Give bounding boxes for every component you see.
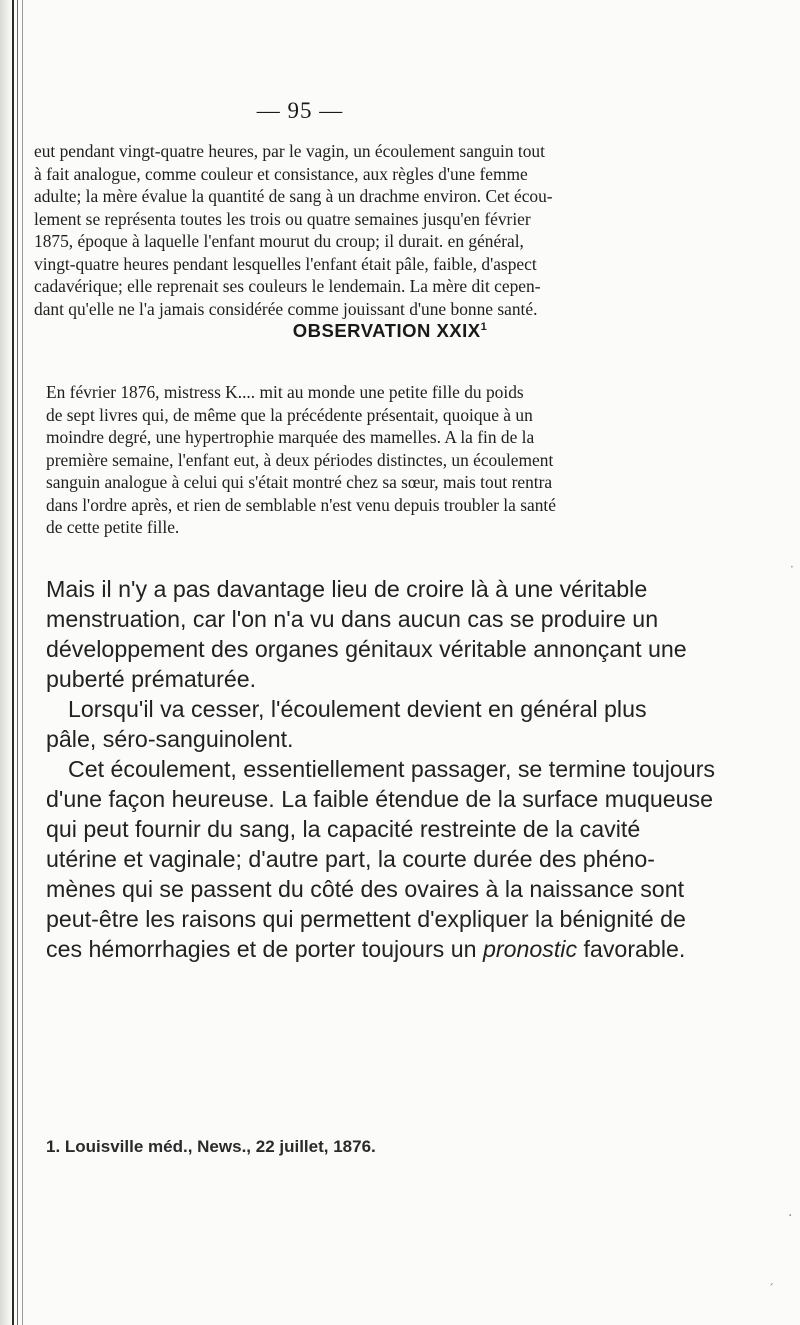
- scan-speck-mark: ·: [790, 560, 794, 574]
- text-line: peut-être les raisons qui permettent d'expliquer la bénignité de: [46, 906, 686, 932]
- italic-word: pronostic: [482, 936, 578, 962]
- book-binding-edge: [0, 0, 12, 1325]
- scan-speck-mark: ´: [768, 1282, 774, 1296]
- text-line: développement des organes génitaux véritable annonçant une: [46, 636, 687, 662]
- text-line: En février 1876, mistress K.... mit au monde une petite fille du poids: [46, 382, 524, 402]
- text-line: dant qu'elle ne l'a jamais considérée comme jouissant d'une bonne santé.: [34, 298, 538, 319]
- text-line: eut pendant vingt-quatre heures, par le vagin, un écoulement sanguin tout: [34, 141, 545, 161]
- binding-shadow-line: [12, 0, 14, 1325]
- text-line: de sept livres qui, de même que la précédente présentait, quoique à un: [46, 404, 533, 425]
- body-text: [46, 574, 781, 964]
- text-line: dans l'ordre après, et rien de semblable n'est venu depuis troubler la santé: [46, 494, 556, 515]
- text-line-last: [46, 934, 781, 964]
- text-line: moindre degré, une hypertrophie marquée des mamelles. A la fin de la: [46, 427, 535, 447]
- footnote-reference: 1: [480, 320, 488, 333]
- text-line: de cette petite fille.: [46, 517, 180, 537]
- observation-heading-text: OBSERVATION XXIX: [292, 320, 481, 341]
- text-line: Mais il n'y a pas davantage lieu de croire là à une véritable: [46, 576, 648, 602]
- text-line: à fait analogue, comme couleur et consistance, aux règles d'une femme: [34, 163, 528, 184]
- text-fragment: favorable.: [577, 936, 686, 962]
- text-line: adulte; la mère évalue la quantité de sang à un drachme environ. Cet écou-: [34, 186, 553, 206]
- text-line: utérine et vaginale; d'autre part, la courte durée des phéno-: [46, 846, 655, 872]
- scan-speck-mark: ·: [788, 1208, 793, 1224]
- text-line: mènes qui se passent du côté des ovaires à la naissance sont: [46, 876, 685, 902]
- footnote: 1. Louisville méd., News., 22 juillet, 1876.: [46, 1137, 376, 1156]
- text-fragment: ces hémorrhagies et de porter toujours un: [46, 936, 483, 962]
- text-line: qui peut fournir du sang, la capacité restreinte de la cavité: [46, 816, 641, 842]
- binding-shadow-line: [17, 0, 18, 1325]
- text-line: sanguin analogue à celui qui s'était montré chez sa sœur, mais tout rentra: [46, 472, 553, 492]
- text-line: d'une façon heureuse. La faible étendue de la surface muqueuse: [46, 786, 714, 812]
- text-line: cadavérique; elle reprenait ses couleurs le lendemain. La mère dit cepen-: [34, 276, 541, 296]
- text-line: Lorsqu'il va cesser, l'écoulement devient en général plus: [68, 696, 647, 722]
- binding-shadow-line: [22, 0, 23, 1325]
- text-line: 1875, époque à laquelle l'enfant mourut du croup; il durait. en général,: [34, 231, 524, 251]
- observation-heading: [0, 320, 780, 342]
- text-line: Cet écoulement, essentiellement passager, se termine toujours: [68, 756, 716, 782]
- page-number: — 95 —: [256, 98, 344, 123]
- text-line: pâle, séro-sanguinolent.: [46, 726, 294, 752]
- text-line: lement se représenta toutes les trois ou quatre semaines jusqu'en février: [34, 208, 531, 229]
- text-line: première semaine, l'enfant eut, à deux périodes distinctes, un écoulement: [46, 449, 554, 470]
- text-line: puberté prématurée.: [46, 666, 257, 692]
- observation-paragraph: [46, 381, 776, 539]
- text-line: vingt-quatre heures pendant lesquelles l'enfant était pâle, faible, d'aspect: [34, 253, 537, 274]
- text-line: menstruation, car l'on n'a vu dans aucun cas se produire un: [46, 606, 659, 632]
- top-paragraph: [34, 140, 779, 320]
